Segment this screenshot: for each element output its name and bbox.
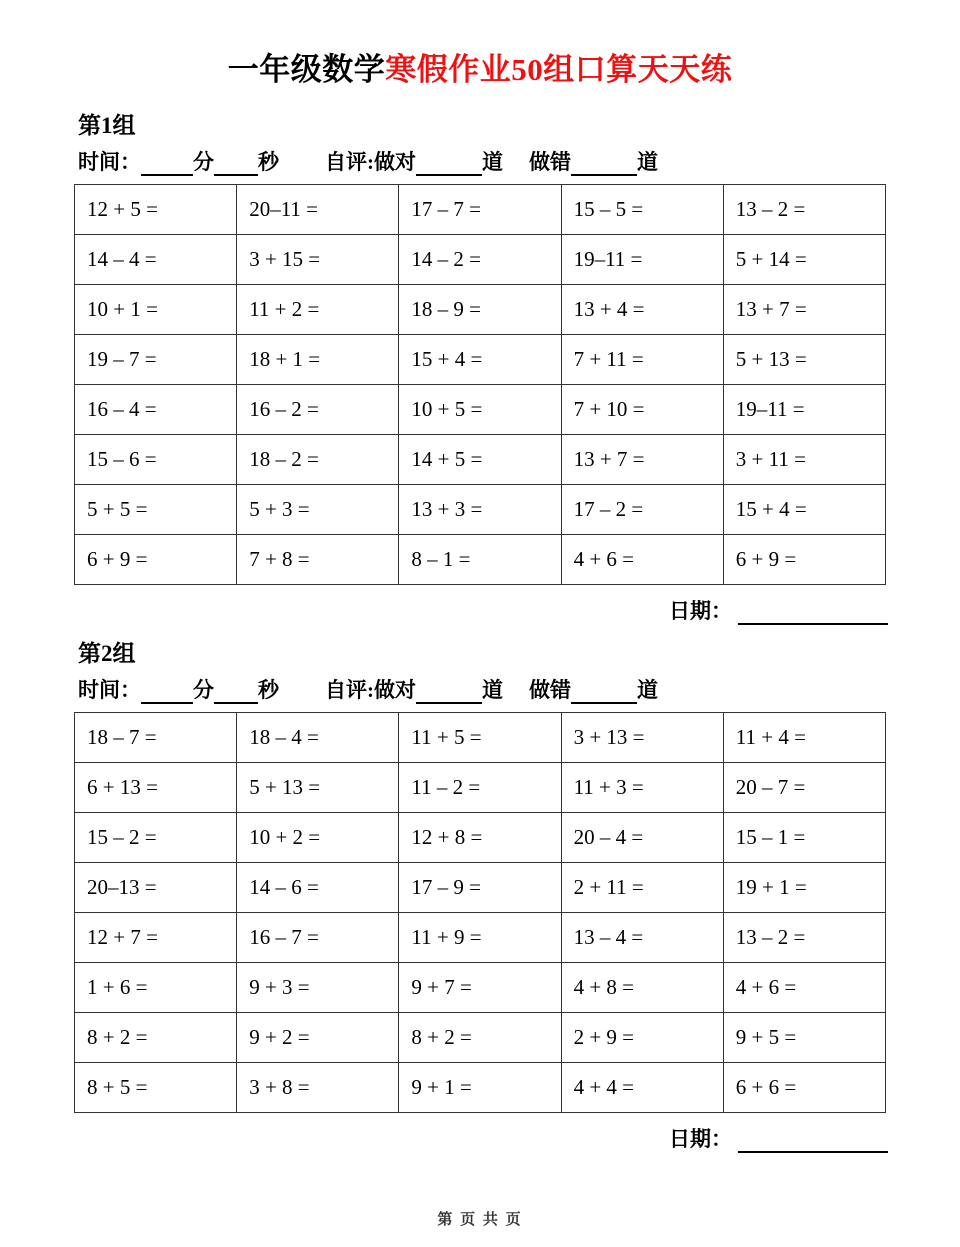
problem-cell[interactable]: 9 + 5 =	[723, 1013, 885, 1063]
group-block-1	[60, 107, 900, 625]
table-row	[75, 863, 886, 913]
problem-cell[interactable]: 10 + 2 =	[237, 813, 399, 863]
problem-cell[interactable]: 13 + 7 =	[723, 285, 885, 335]
problem-cell[interactable]: 17 – 7 =	[399, 185, 561, 235]
time-second-blank-1[interactable]	[214, 158, 258, 176]
page-title	[60, 44, 900, 89]
date-blank-2[interactable]	[738, 1135, 888, 1153]
wrong-field-2	[529, 674, 658, 704]
problem-cell[interactable]: 12 + 7 =	[75, 913, 237, 963]
problem-cell[interactable]: 20 – 7 =	[723, 763, 885, 813]
correct-unit-2: 道	[482, 678, 503, 702]
problem-cell[interactable]: 6 + 6 =	[723, 1063, 885, 1113]
problem-cell[interactable]: 6 + 13 =	[75, 763, 237, 813]
table-row	[75, 385, 886, 435]
problem-cell[interactable]: 16 – 7 =	[237, 913, 399, 963]
problem-cell[interactable]: 11 + 9 =	[399, 913, 561, 963]
problem-cell[interactable]: 14 – 4 =	[75, 235, 237, 285]
problem-cell[interactable]: 15 – 2 =	[75, 813, 237, 863]
correct-unit-1: 道	[482, 150, 503, 174]
problem-cell[interactable]: 13 + 3 =	[399, 485, 561, 535]
self-eval-field-1	[325, 146, 503, 176]
time-label-2: 时间：	[78, 678, 141, 702]
problem-cell[interactable]: 15 + 4 =	[399, 335, 561, 385]
problem-cell[interactable]: 7 + 8 =	[237, 535, 399, 585]
table-row	[75, 713, 886, 763]
problem-cell[interactable]: 7 + 11 =	[561, 335, 723, 385]
time-label-1: 时间：	[78, 150, 141, 174]
problem-cell[interactable]: 4 + 8 =	[561, 963, 723, 1013]
problem-grid-2	[74, 712, 886, 1113]
correct-label-1: 做对	[374, 150, 416, 174]
minute-label-2: 分	[193, 678, 214, 702]
problem-cell[interactable]: 12 + 5 =	[75, 185, 237, 235]
problem-cell[interactable]: 20–13 =	[75, 863, 237, 913]
problem-cell[interactable]: 20–11 =	[237, 185, 399, 235]
page-footer: 第 页 共 页	[437, 1212, 523, 1228]
problem-cell[interactable]: 13 – 2 =	[723, 185, 885, 235]
problem-cell[interactable]: 12 + 8 =	[399, 813, 561, 863]
problem-cell[interactable]: 13 – 2 =	[723, 913, 885, 963]
problem-cell[interactable]: 3 + 15 =	[237, 235, 399, 285]
problem-cell[interactable]: 11 + 2 =	[237, 285, 399, 335]
problem-cell[interactable]: 2 + 11 =	[561, 863, 723, 913]
problem-cell[interactable]: 13 + 7 =	[561, 435, 723, 485]
problem-cell[interactable]: 10 + 5 =	[399, 385, 561, 435]
table-row	[75, 813, 886, 863]
second-label-2: 秒	[258, 678, 279, 702]
table-row	[75, 435, 886, 485]
date-label-1: 日期：	[669, 599, 732, 623]
problem-cell[interactable]: 18 – 7 =	[75, 713, 237, 763]
problem-cell[interactable]: 5 + 5 =	[75, 485, 237, 535]
time-second-blank-2[interactable]	[214, 686, 258, 704]
problem-cell[interactable]: 9 + 7 =	[399, 963, 561, 1013]
table-row	[75, 285, 886, 335]
correct-count-blank-1[interactable]	[416, 158, 482, 176]
problem-cell[interactable]: 11 + 4 =	[723, 713, 885, 763]
problem-cell[interactable]: 16 – 4 =	[75, 385, 237, 435]
problem-cell[interactable]: 9 + 2 =	[237, 1013, 399, 1063]
problem-cell[interactable]: 9 + 1 =	[399, 1063, 561, 1113]
problem-cell[interactable]: 8 + 2 =	[75, 1013, 237, 1063]
problem-cell[interactable]: 14 + 5 =	[399, 435, 561, 485]
wrong-count-blank-1[interactable]	[571, 158, 637, 176]
problem-cell[interactable]: 11 + 3 =	[561, 763, 723, 813]
date-row-2	[60, 1123, 888, 1153]
problem-cell[interactable]: 13 + 4 =	[561, 285, 723, 335]
problem-cell[interactable]: 18 + 1 =	[237, 335, 399, 385]
table-row	[75, 485, 886, 535]
minute-label-1: 分	[193, 150, 214, 174]
wrong-label-1: 做错	[529, 150, 571, 174]
problem-cell[interactable]: 10 + 1 =	[75, 285, 237, 335]
table-row	[75, 185, 886, 235]
problem-cell[interactable]: 17 – 2 =	[561, 485, 723, 535]
wrong-count-blank-2[interactable]	[571, 686, 637, 704]
problem-cell[interactable]: 19 + 1 =	[723, 863, 885, 913]
table-row	[75, 1063, 886, 1113]
problem-cell[interactable]: 18 – 4 =	[237, 713, 399, 763]
problem-cell[interactable]: 3 + 11 =	[723, 435, 885, 485]
problem-cell[interactable]: 6 + 9 =	[75, 535, 237, 585]
self-eval-field-2	[325, 674, 503, 704]
problem-cell[interactable]: 4 + 6 =	[723, 963, 885, 1013]
problem-cell[interactable]: 11 + 5 =	[399, 713, 561, 763]
time-field-1	[78, 146, 279, 176]
date-row-1	[60, 595, 888, 625]
self-eval-label-1: 自评:	[325, 150, 374, 174]
table-row	[75, 335, 886, 385]
problem-cell[interactable]: 19–11 =	[561, 235, 723, 285]
problem-cell[interactable]: 9 + 3 =	[237, 963, 399, 1013]
table-row	[75, 1013, 886, 1063]
correct-count-blank-2[interactable]	[416, 686, 482, 704]
problem-cell[interactable]: 8 + 5 =	[75, 1063, 237, 1113]
problem-cell[interactable]: 2 + 9 =	[561, 1013, 723, 1063]
table-row	[75, 235, 886, 285]
table-row	[75, 763, 886, 813]
group-heading-1: 第1组	[78, 113, 136, 138]
problem-cell[interactable]: 18 – 2 =	[237, 435, 399, 485]
problem-cell[interactable]: 3 + 8 =	[237, 1063, 399, 1113]
self-eval-label-2: 自评:	[325, 678, 374, 702]
problem-grid-1	[74, 184, 886, 585]
problem-cell[interactable]: 15 – 6 =	[75, 435, 237, 485]
problem-cell[interactable]: 7 + 10 =	[561, 385, 723, 435]
time-minute-blank-2[interactable]	[141, 686, 193, 704]
problem-cell[interactable]: 5 + 13 =	[723, 335, 885, 385]
table-row	[75, 963, 886, 1013]
problem-cell[interactable]: 6 + 9 =	[723, 535, 885, 585]
second-label-1: 秒	[258, 150, 279, 174]
problem-cell[interactable]: 19–11 =	[723, 385, 885, 435]
date-blank-1[interactable]	[738, 607, 888, 625]
group-block-2	[60, 635, 900, 1153]
problem-cell[interactable]: 14 – 6 =	[237, 863, 399, 913]
table-row	[75, 913, 886, 963]
correct-label-2: 做对	[374, 678, 416, 702]
problem-cell[interactable]: 14 – 2 =	[399, 235, 561, 285]
problem-cell[interactable]: 4 + 4 =	[561, 1063, 723, 1113]
date-label-2: 日期：	[669, 1127, 732, 1151]
problem-cell[interactable]: 15 – 1 =	[723, 813, 885, 863]
title-red-part: 寒假作业50组口算天天练	[385, 52, 733, 87]
problem-cell[interactable]: 8 + 2 =	[399, 1013, 561, 1063]
time-field-2	[78, 674, 279, 704]
title-black-part: 一年级数学	[227, 52, 386, 87]
wrong-label-2: 做错	[529, 678, 571, 702]
group-heading-2: 第2组	[78, 641, 136, 666]
problem-cell[interactable]: 5 + 14 =	[723, 235, 885, 285]
problem-cell[interactable]: 17 – 9 =	[399, 863, 561, 913]
problem-cell[interactable]: 11 – 2 =	[399, 763, 561, 813]
problem-cell[interactable]: 19 – 7 =	[75, 335, 237, 385]
problem-cell[interactable]: 16 – 2 =	[237, 385, 399, 435]
problem-cell[interactable]: 15 – 5 =	[561, 185, 723, 235]
problem-cell[interactable]: 18 – 9 =	[399, 285, 561, 335]
wrong-field-1	[529, 146, 658, 176]
problem-cell[interactable]: 8 – 1 =	[399, 535, 561, 585]
group-meta-row-2	[78, 674, 900, 704]
problem-cell[interactable]: 1 + 6 =	[75, 963, 237, 1013]
problem-cell[interactable]: 5 + 3 =	[237, 485, 399, 535]
problem-cell[interactable]: 4 + 6 =	[561, 535, 723, 585]
problem-cell[interactable]: 15 + 4 =	[723, 485, 885, 535]
problem-cell[interactable]: 20 – 4 =	[561, 813, 723, 863]
problem-cell[interactable]: 5 + 13 =	[237, 763, 399, 813]
table-row	[75, 535, 886, 585]
problem-cell[interactable]: 3 + 13 =	[561, 713, 723, 763]
group-meta-row-1	[78, 146, 900, 176]
time-minute-blank-1[interactable]	[141, 158, 193, 176]
wrong-unit-1: 道	[637, 150, 658, 174]
problem-cell[interactable]: 13 – 4 =	[561, 913, 723, 963]
wrong-unit-2: 道	[637, 678, 658, 702]
